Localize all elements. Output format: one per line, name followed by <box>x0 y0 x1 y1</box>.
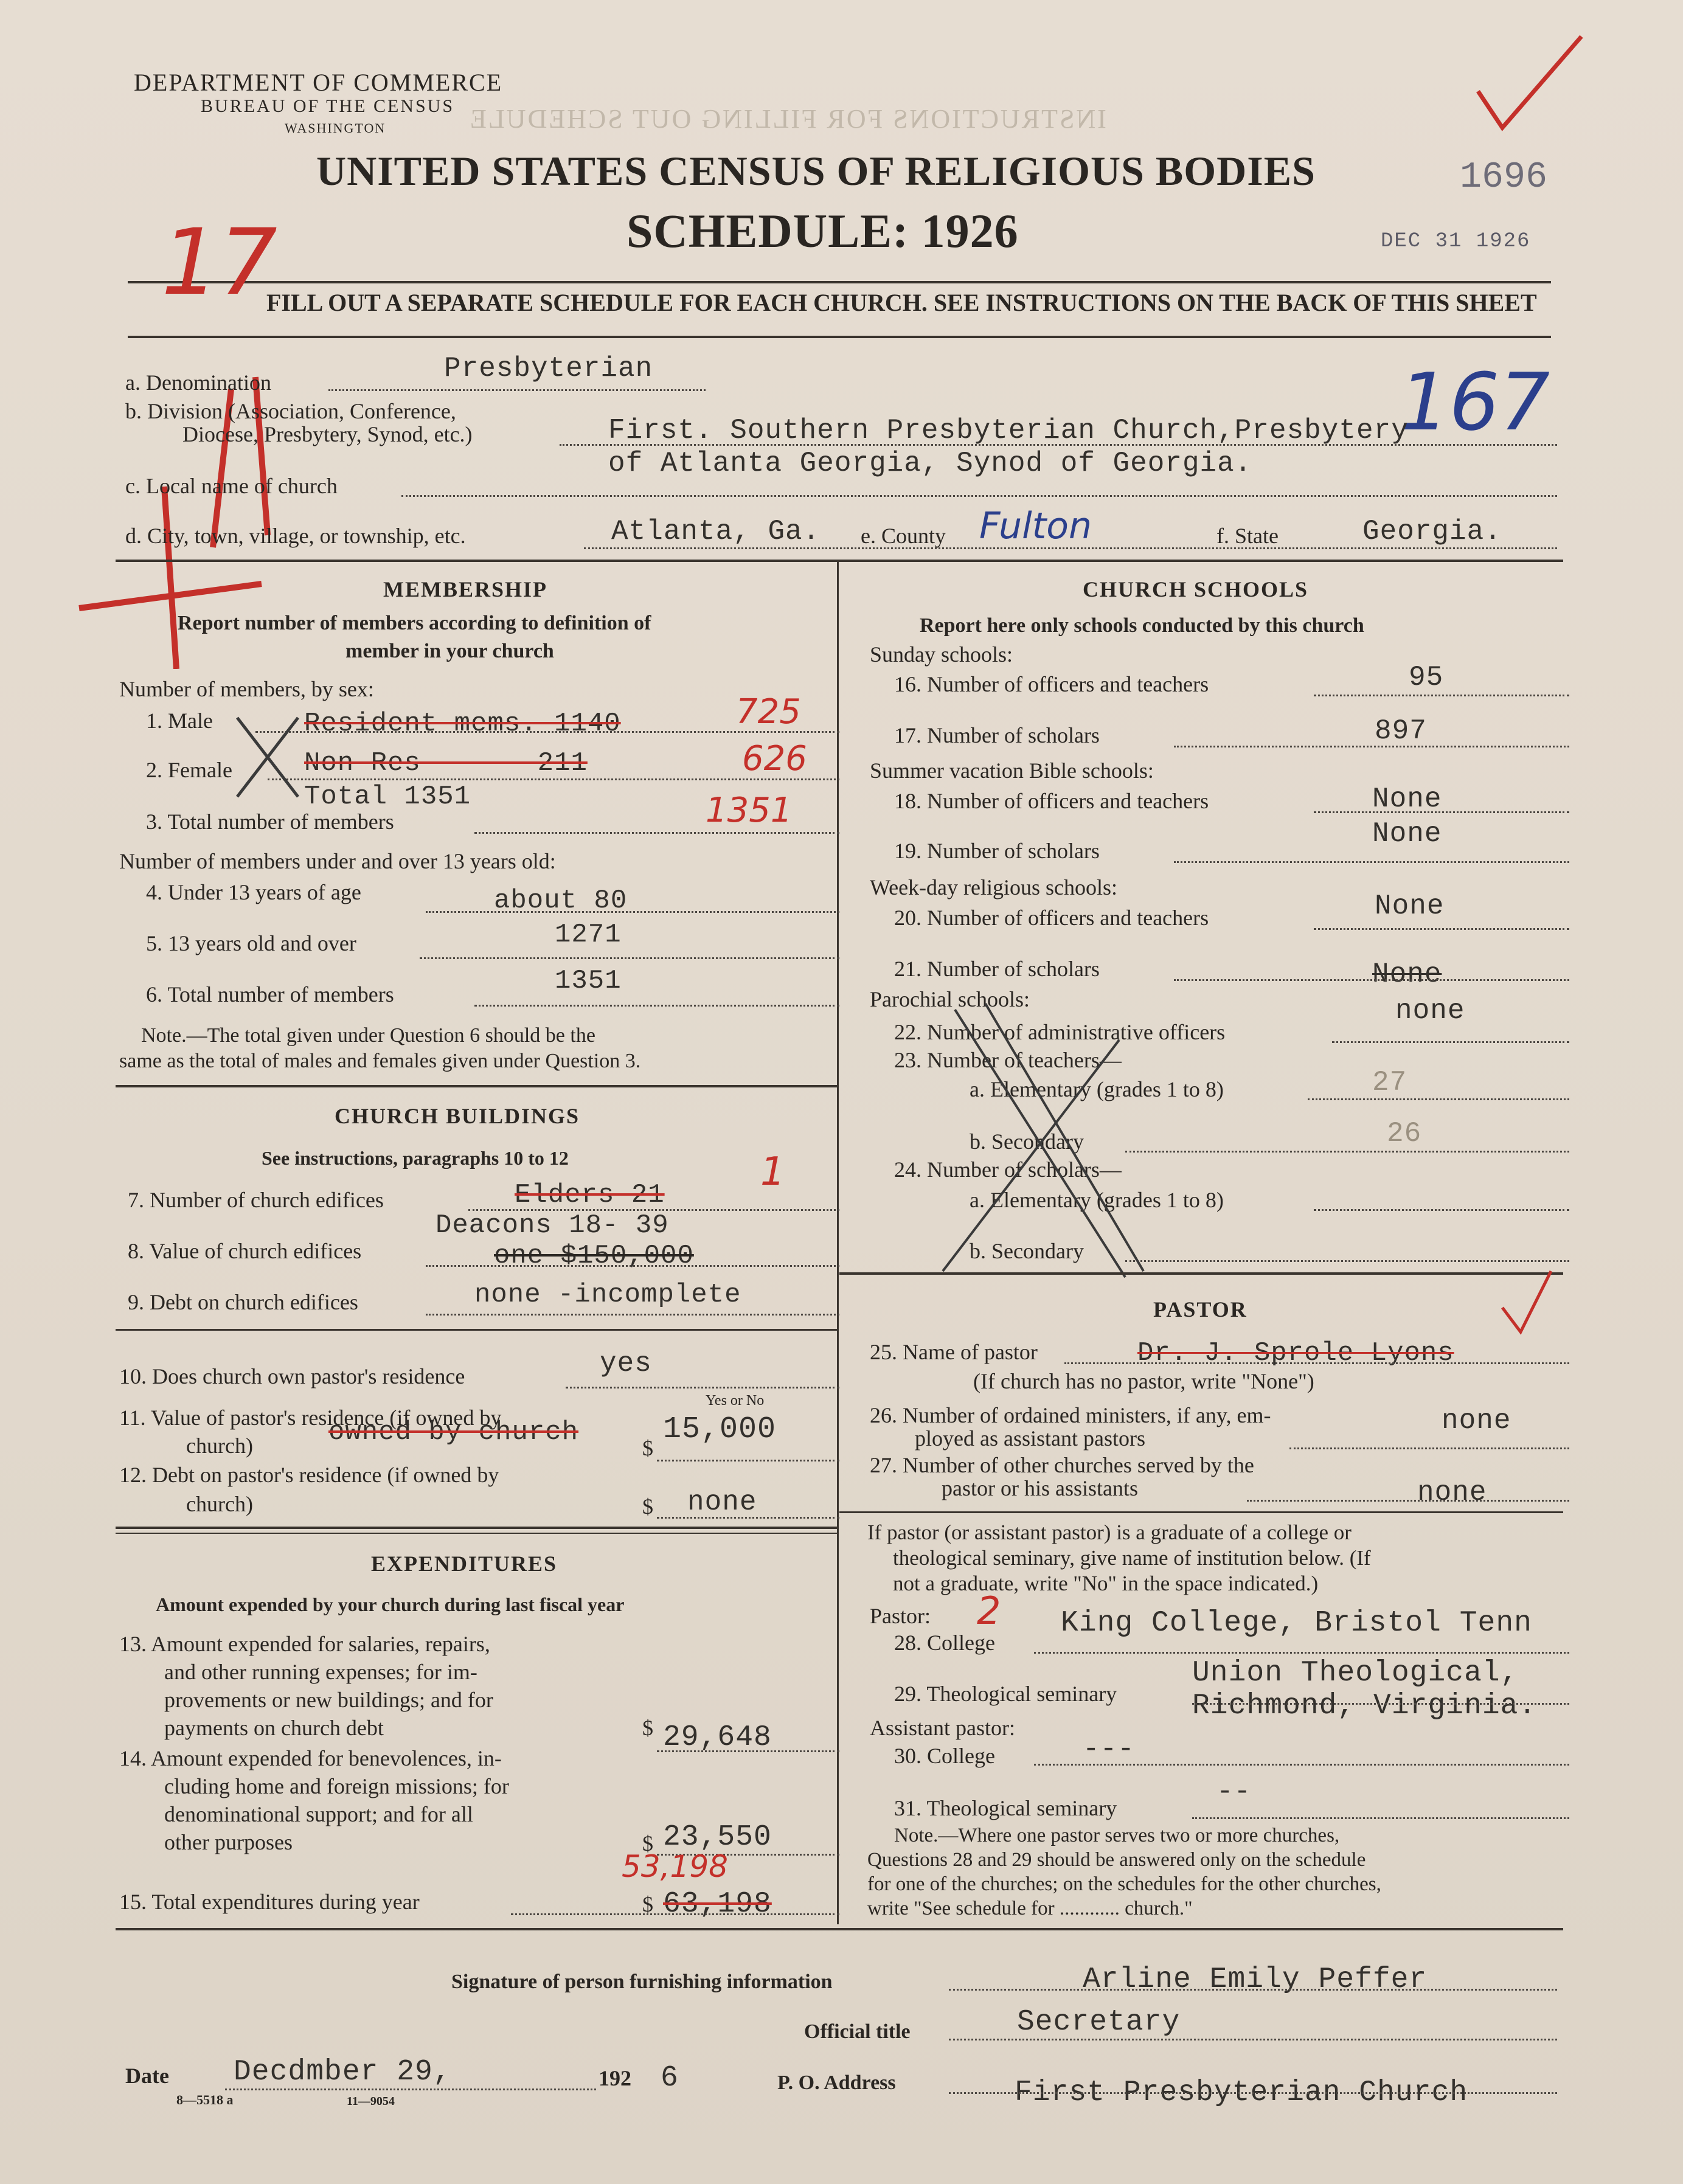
yes-no-label: Yes or No <box>706 1393 765 1409</box>
q29-value-2: Richmond, Virginia. <box>1192 1690 1537 1722</box>
county-value: Fulton <box>979 505 1092 547</box>
q27-value: none <box>1417 1477 1487 1508</box>
q13-label <box>119 1630 493 1742</box>
q6-typed: 1351 <box>555 966 622 996</box>
q5-label: 5. 13 years old and over <box>146 931 356 955</box>
buildings-heading: CHURCH BUILDINGS <box>335 1104 580 1128</box>
red-annotation-2: 2 <box>977 1589 1001 1633</box>
asst-pastor-label: Assistant pastor: <box>870 1716 1015 1740</box>
pastor-heading: PASTOR <box>1153 1297 1248 1322</box>
official-title-value: Secretary <box>1017 2006 1181 2039</box>
print-number: 11—9054 <box>347 2095 395 2108</box>
q15-dollar: $ <box>642 1892 653 1916</box>
rule <box>116 560 1563 562</box>
fill-line <box>560 444 1557 446</box>
schedule-year: SCHEDULE: 1926 <box>626 204 1019 257</box>
q20-value: None <box>1375 890 1445 922</box>
q1-label: 1. Male <box>146 709 213 733</box>
q23-label: 23. Number of teachers— <box>894 1048 1122 1072</box>
q12-label: 12. Debt on pastor's residence (if owned by <box>119 1463 499 1487</box>
q11-label-2: church) <box>186 1433 253 1458</box>
q27-label-2: pastor or his assistants <box>942 1476 1138 1500</box>
division-value-2: of Atlanta Georgia, Synod of Georgia. <box>608 448 1252 479</box>
city-label: d. City, town, village, or township, etc. <box>125 524 466 548</box>
po-address-label: P. O. Address <box>777 2071 896 2094</box>
q13-dollar: $ <box>642 1716 653 1740</box>
red-annotation-1: 1 <box>760 1149 785 1194</box>
summer-label: Summer vacation Bible schools: <box>870 758 1154 783</box>
q7-typed-2: Deacons 18- 39 <box>435 1210 669 1241</box>
q25-label: 25. Name of pastor <box>870 1340 1038 1364</box>
date-label: Date <box>125 2064 169 2088</box>
q26-label-2: ployed as assistant pastors <box>915 1426 1145 1451</box>
membership-note: Note.—The total given under Question 6 should be the <box>141 1024 595 1047</box>
q10-typed: yes <box>600 1348 652 1379</box>
q11-dollar: $ <box>642 1436 653 1460</box>
q14-label <box>119 1744 509 1856</box>
fill-line <box>1314 928 1569 930</box>
membership-note-2: same as the total of males and females given under Question 3. <box>119 1050 641 1072</box>
form-title: UNITED STATES CENSUS OF RELIGIOUS BODIES <box>316 148 1316 194</box>
membership-sub-2: member in your church <box>345 640 554 662</box>
parochial-value: none <box>1395 995 1465 1027</box>
q4-label: 4. Under 13 years of age <box>146 880 361 904</box>
q20-label: 20. Number of officers and teachers <box>894 906 1209 930</box>
bureau-name: BUREAU OF THE CENSUS <box>201 96 454 116</box>
q2-red-value: 626 <box>742 739 807 778</box>
q1-typed: Resident mems. 1140 <box>304 709 621 739</box>
q13-line-1: 13. Amount expended for salaries, repairs, <box>119 1632 490 1656</box>
fill-line <box>1192 1703 1569 1705</box>
expenditures-sub: Amount expended by your church during last fiscal year <box>156 1593 625 1615</box>
fill-line <box>1174 861 1569 863</box>
q28-value: King College, Bristol Tenn <box>1061 1607 1532 1640</box>
fill-line <box>1034 1652 1569 1654</box>
q30-label: 30. College <box>894 1744 995 1768</box>
pastor-note-4: write "See schedule for ............ church." <box>867 1898 1193 1919</box>
fill-line <box>1314 695 1569 696</box>
fill-line <box>657 1460 839 1461</box>
q12-value: none <box>687 1486 757 1518</box>
q21-label: 21. Number of scholars <box>894 957 1100 981</box>
year-prefix: 192 <box>599 2066 631 2090</box>
fill-line <box>1289 1447 1569 1449</box>
pencil-x-mark-icon <box>918 985 1174 1289</box>
check-mark-icon <box>1496 1265 1557 1338</box>
fill-line <box>474 832 839 834</box>
q3-red-value: 1351 <box>706 791 793 830</box>
q6-label: 6. Total number of members <box>146 982 394 1007</box>
fill-line <box>268 778 839 780</box>
q25-note: (If church has no pastor, write "None") <box>973 1369 1314 1393</box>
fill-line <box>1125 1151 1569 1153</box>
by-sex-label: Number of members, by sex: <box>119 677 374 701</box>
q3-label: 3. Total number of members <box>146 809 394 834</box>
q14-line-4: other purposes <box>164 1830 293 1854</box>
check-mark-icon <box>1466 24 1594 146</box>
fill-line <box>949 2092 1557 2094</box>
fill-line <box>511 1913 839 1915</box>
q17-label: 17. Number of scholars <box>894 723 1100 747</box>
q9-label: 9. Debt on church edifices <box>128 1290 358 1314</box>
rule <box>116 1527 837 1529</box>
q11-label: 11. Value of pastor's residence (if owned by <box>119 1406 502 1430</box>
q11-value: 15,000 <box>663 1412 777 1447</box>
fill-line <box>255 731 839 733</box>
pastor-note-1: Note.—Where one pastor serves two or more churches, <box>894 1825 1340 1846</box>
parochial-label: Parochial schools: <box>870 987 1030 1011</box>
expenditures-heading: EXPENDITURES <box>371 1551 558 1576</box>
q12-label-2: church) <box>186 1492 253 1516</box>
fill-line <box>1308 1098 1569 1100</box>
fill-line <box>1034 1764 1569 1766</box>
q13-line-3: provements or new buildings; and for <box>164 1688 493 1712</box>
q8-typed: one $150,000 <box>494 1241 694 1271</box>
division-label-2: Diocese, Presbytery, Synod, etc.) <box>182 422 473 446</box>
membership-heading: MEMBERSHIP <box>383 577 548 601</box>
q1-red-value: 725 <box>736 692 801 732</box>
q18-value: None <box>1372 783 1442 815</box>
pastor-note-3: for one of the churches; on the schedules for the other churches, <box>867 1873 1381 1895</box>
q24-label: 24. Number of scholars— <box>894 1157 1122 1182</box>
fill-line <box>657 1750 839 1752</box>
state-label: f. State <box>1216 524 1279 548</box>
q2-label: 2. Female <box>146 758 232 782</box>
column-divider <box>837 562 839 1924</box>
rule <box>116 1085 837 1087</box>
q4-typed: about 80 <box>494 886 628 916</box>
state-value: Georgia. <box>1362 516 1502 547</box>
fill-line <box>1064 1362 1569 1364</box>
received-date-stamp: DEC 31 1926 <box>1381 230 1531 253</box>
q13-line-2: and other running expenses; for im- <box>164 1660 477 1684</box>
q8-label: 8. Value of church edifices <box>128 1239 362 1263</box>
q14-value: 23,550 <box>663 1821 772 1854</box>
fill-line <box>328 389 706 391</box>
year-suffix: 6 <box>661 2062 679 2095</box>
q18-label: 18. Number of officers and teachers <box>894 789 1209 813</box>
rule <box>839 1511 1563 1513</box>
fill-line <box>1174 979 1569 981</box>
q26-value: none <box>1442 1405 1511 1437</box>
fill-line <box>426 1265 839 1267</box>
rule <box>839 1272 1563 1275</box>
separate-schedule-note: FILL OUT A SEPARATE SCHEDULE FOR EACH CHURCH. SEE INSTRUCTIONS ON THE BACK OF THIS SHEET <box>266 289 1537 316</box>
q13-line-4: payments on church debt <box>164 1716 384 1740</box>
q16-label: 16. Number of officers and teachers <box>894 672 1209 696</box>
q23b-label: b. Secondary <box>970 1129 1084 1154</box>
q21-value: None <box>1372 959 1442 990</box>
rule <box>116 1928 1563 1930</box>
q14-dollar: $ <box>642 1831 653 1856</box>
buildings-sub: See instructions, paragraphs 10 to 12 <box>262 1147 569 1169</box>
q14-line-1: 14. Amount expended for benevolences, in- <box>119 1746 502 1770</box>
fill-line <box>1314 1209 1569 1211</box>
stamp-number: 1696 <box>1460 157 1548 198</box>
bleed-through-heading: INSTRUCTIONS FOR FILLING OUT SCHEDULE <box>468 104 1106 134</box>
rule <box>116 1329 837 1331</box>
pastor-note-2: Questions 28 and 29 should be answered only on the schedule <box>867 1849 1366 1871</box>
fill-line <box>474 1005 839 1007</box>
fill-line <box>1192 1817 1569 1819</box>
fill-line <box>566 1387 839 1388</box>
rule <box>116 1533 837 1534</box>
rule <box>128 336 1551 338</box>
q15-red-value: 53,198 <box>622 1849 728 1884</box>
q26-label: 26. Number of ordained ministers, if any, em- <box>870 1403 1271 1427</box>
q23a-value: 27 <box>1372 1067 1407 1098</box>
signature-label: Signature of person furnishing information <box>451 1971 833 1993</box>
q28-label: 28. College <box>894 1631 995 1655</box>
q29-value-1: Union Theological, <box>1192 1657 1519 1690</box>
official-title-label: Official title <box>804 2020 911 2043</box>
fill-line <box>1247 1500 1569 1502</box>
fill-line <box>401 495 1557 497</box>
q10-label: 10. Does church own pastor's residence <box>119 1364 465 1388</box>
fill-line <box>1332 1041 1569 1043</box>
schools-heading: CHURCH SCHOOLS <box>1083 577 1309 601</box>
fill-line <box>949 1989 1557 1991</box>
q22-label: 22. Number of administrative officers <box>894 1020 1226 1044</box>
grad-note-2: theological seminary, give name of institution below. (If <box>893 1546 1371 1570</box>
q9-typed: none -incomplete <box>474 1280 741 1310</box>
q24b-label: b. Secondary <box>970 1239 1084 1263</box>
q23a-label: a. Elementary (grades 1 to 8) <box>970 1077 1224 1101</box>
q23b-value: 26 <box>1387 1118 1422 1149</box>
denomination-label: a. Denomination <box>125 370 271 395</box>
rule <box>128 281 1551 283</box>
fill-line <box>426 911 839 913</box>
q14-line-3: denominational support; and for all <box>164 1802 473 1826</box>
weekday-label: Week-day religious schools: <box>870 875 1118 900</box>
q31-label: 31. Theological seminary <box>894 1796 1117 1820</box>
signature-value: Arline Emily Peffer <box>1083 1963 1428 1996</box>
grad-note-1: If pastor (or assistant pastor) is a graduate of a college or <box>867 1520 1352 1544</box>
q24a-label: a. Elementary (grades 1 to 8) <box>970 1188 1224 1212</box>
division-label: b. Division (Association, Conference, <box>125 399 456 423</box>
fill-line <box>225 2089 596 2090</box>
city-value: Atlanta, Ga. <box>611 516 821 547</box>
q30-value: --- <box>1083 1733 1135 1765</box>
fill-line <box>1125 1260 1569 1262</box>
po-address-value: First Presbyterian Church <box>1015 2076 1468 2109</box>
pencil-x-mark-icon <box>225 705 310 809</box>
denomination-value: Presbyterian <box>444 353 653 384</box>
q2-typed: Non Res------ 211 <box>304 748 588 778</box>
q19-value: None <box>1372 818 1442 850</box>
sunday-label: Sunday schools: <box>870 642 1013 667</box>
q16-value: 95 <box>1409 662 1444 693</box>
q25-value: Dr. J. Sprole Lyons <box>1137 1338 1454 1368</box>
local-name-label: c. Local name of church <box>125 474 338 498</box>
fill-line <box>949 2039 1557 2040</box>
q14-line-2: cluding home and foreign missions; for <box>164 1774 509 1798</box>
q29-label: 29. Theological seminary <box>894 1682 1117 1706</box>
q27-label: 27. Number of other churches served by the <box>870 1453 1254 1477</box>
q3-typed: Total 1351 <box>304 782 471 812</box>
q31-value: -- <box>1216 1776 1252 1808</box>
fill-line <box>1314 811 1569 813</box>
fill-line <box>657 1517 839 1519</box>
bureau-city: WASHINGTON <box>285 120 386 136</box>
red-annotation-17: 17 <box>161 210 277 316</box>
fill-line <box>420 957 839 959</box>
q15-value-struck: 63,198 <box>663 1888 772 1921</box>
pastor-sublabel: Pastor: <box>870 1604 931 1628</box>
q12-dollar: $ <box>642 1494 653 1519</box>
q11-typed-struck: owned by church <box>328 1417 579 1447</box>
q5-typed: 1271 <box>555 920 622 950</box>
fill-line <box>584 547 1557 549</box>
q13-value: 29,648 <box>663 1721 772 1754</box>
q17-value: 897 <box>1375 715 1427 747</box>
dept-name: DEPARTMENT OF COMMERCE <box>134 69 503 96</box>
division-value-1: First. Southern Presbyterian Church,Presbytery <box>608 415 1409 446</box>
q7-typed: Elders 21 <box>515 1180 665 1210</box>
fill-line <box>426 1314 839 1316</box>
county-label: e. County <box>861 524 946 548</box>
grad-note-3: not a graduate, write "No" in the space indicated.) <box>893 1572 1319 1595</box>
q7-label: 7. Number of church edifices <box>128 1188 384 1212</box>
form-number: 8—5518 a <box>176 2092 234 2107</box>
q15-label: 15. Total expenditures during year <box>119 1890 420 1914</box>
schools-sub: Report here only schools conducted by this church <box>920 614 1364 637</box>
date-value: Decdmber 29, <box>234 2056 451 2089</box>
age-header: Number of members under and over 13 years old: <box>119 849 556 873</box>
membership-sub: Report number of members according to definition of <box>178 612 651 634</box>
blue-annotation-167: 167 <box>1399 356 1550 448</box>
q19-label: 19. Number of scholars <box>894 839 1100 863</box>
fill-line <box>1174 746 1569 747</box>
